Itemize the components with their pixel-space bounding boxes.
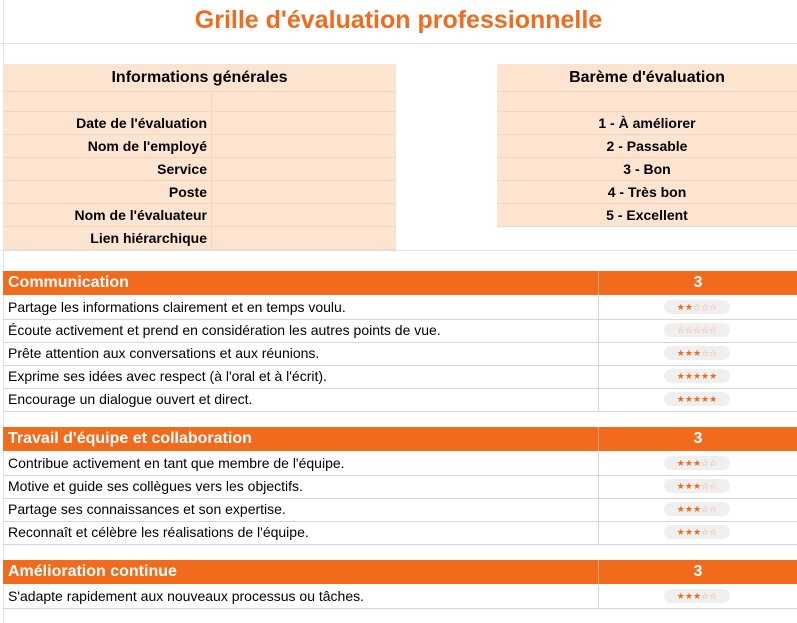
star-filled-icon: ★ — [692, 527, 702, 537]
general-info-header: Informations générales — [3, 64, 396, 92]
star-rating[interactable] — [664, 589, 730, 603]
section-header — [3, 560, 797, 584]
star-filled-icon: ★ — [692, 504, 702, 514]
column-divider — [598, 319, 599, 342]
star-filled-icon: ★ — [709, 371, 718, 381]
criterion-row — [3, 319, 797, 343]
column-divider — [598, 388, 599, 411]
star-empty-icon: ☆ — [701, 348, 710, 358]
column-divider — [598, 342, 599, 365]
column-divider — [598, 365, 599, 388]
gridline — [0, 250, 797, 251]
section-header — [3, 271, 797, 295]
star-filled-icon: ★ — [684, 481, 693, 491]
criterion-row — [3, 498, 797, 522]
star-empty-icon: ☆ — [701, 325, 710, 335]
star-empty-icon: ☆ — [709, 527, 718, 537]
column-divider — [598, 585, 599, 608]
criterion-text: S'adapte rapidement aux nouveaux processus ou tâches. — [8, 588, 365, 604]
star-empty-icon: ☆ — [701, 458, 710, 468]
star-rating[interactable] — [664, 456, 730, 470]
general-field-value[interactable] — [211, 112, 396, 135]
star-empty-icon: ☆ — [701, 527, 710, 537]
general-field-label: Lien hiérarchique — [3, 227, 211, 250]
criterion-text: Encourage un dialogue ouvert et direct. — [8, 391, 253, 407]
gridline — [0, 43, 797, 44]
criterion-row — [3, 365, 797, 389]
section-title: Amélioration continue — [8, 563, 177, 580]
star-empty-icon: ☆ — [701, 302, 710, 312]
star-filled-icon: ★ — [676, 348, 685, 358]
star-filled-icon: ★ — [676, 527, 685, 537]
star-empty-icon: ☆ — [709, 504, 718, 514]
scale-level: 3 - Bon — [497, 158, 797, 181]
section-score: 3 — [693, 430, 703, 447]
scale-level: 1 - À améliorer — [497, 112, 797, 135]
criterion-row — [3, 521, 797, 545]
criterion-text: Contribue activement en tant que membre de l'équipe. — [8, 455, 345, 471]
criterion-row — [3, 342, 797, 366]
section-header — [3, 427, 797, 451]
star-empty-icon: ☆ — [709, 348, 718, 358]
general-spacer-right — [211, 92, 396, 112]
star-empty-icon: ☆ — [701, 481, 710, 491]
star-filled-icon: ★ — [692, 481, 702, 491]
section-score: 3 — [693, 274, 703, 291]
scale-header: Barème d'évaluation — [497, 64, 797, 92]
general-field-label: Date de l'évaluation — [3, 112, 211, 135]
star-filled-icon: ★ — [684, 371, 693, 381]
general-field-label: Nom de l'employé — [3, 135, 211, 158]
criterion-row — [3, 585, 797, 609]
star-filled-icon: ★ — [692, 371, 702, 381]
general-field-label: Nom de l'évaluateur — [3, 204, 211, 227]
star-empty-icon: ☆ — [676, 325, 685, 335]
star-rating[interactable] — [664, 346, 730, 360]
general-field-value[interactable] — [211, 204, 396, 227]
star-filled-icon: ★ — [692, 458, 702, 468]
star-filled-icon: ★ — [684, 591, 693, 601]
criterion-text: Partage ses connaissances et son expertise. — [8, 501, 286, 517]
column-divider — [598, 498, 599, 521]
star-empty-icon: ☆ — [684, 325, 693, 335]
star-filled-icon: ★ — [684, 527, 693, 537]
star-rating[interactable] — [664, 300, 730, 314]
column-divider — [598, 296, 599, 319]
star-rating[interactable] — [664, 525, 730, 539]
star-empty-icon: ☆ — [709, 458, 718, 468]
star-filled-icon: ★ — [676, 371, 685, 381]
star-filled-icon: ★ — [684, 394, 693, 404]
star-empty-icon: ☆ — [709, 302, 718, 312]
general-field-value[interactable] — [211, 227, 396, 250]
star-empty-icon: ☆ — [692, 325, 702, 335]
star-filled-icon: ★ — [676, 302, 685, 312]
star-rating[interactable] — [664, 502, 730, 516]
star-empty-icon: ☆ — [709, 591, 718, 601]
star-filled-icon: ★ — [701, 371, 710, 381]
section-title: Communication — [8, 274, 129, 291]
star-filled-icon: ★ — [709, 394, 718, 404]
general-field-value[interactable] — [211, 135, 396, 158]
star-filled-icon: ★ — [676, 394, 685, 404]
scale-level: 4 - Très bon — [497, 181, 797, 204]
star-filled-icon: ★ — [684, 458, 693, 468]
star-filled-icon: ★ — [684, 348, 693, 358]
criterion-text: Reconnaît et célèbre les réalisations de l'équipe. — [8, 524, 309, 540]
column-divider — [598, 452, 599, 475]
criterion-row — [3, 475, 797, 499]
star-filled-icon: ★ — [684, 302, 693, 312]
criterion-row — [3, 296, 797, 320]
column-divider — [598, 475, 599, 498]
star-filled-icon: ★ — [692, 394, 702, 404]
general-field-value[interactable] — [211, 158, 396, 181]
criterion-text: Prête attention aux conversations et aux réunions. — [8, 345, 320, 361]
star-filled-icon: ★ — [692, 348, 702, 358]
general-field-value[interactable] — [211, 181, 396, 204]
star-rating[interactable] — [664, 323, 730, 337]
general-field-label: Service — [3, 158, 211, 181]
star-empty-icon: ☆ — [709, 481, 718, 491]
star-rating[interactable] — [664, 392, 730, 406]
star-filled-icon: ★ — [676, 458, 685, 468]
star-empty-icon: ☆ — [709, 325, 718, 335]
star-filled-icon: ★ — [701, 394, 710, 404]
criterion-text: Partage les informations clairement et en temps voulu. — [8, 299, 346, 315]
star-rating[interactable] — [664, 369, 730, 383]
criterion-text: Motive et guide ses collègues vers les objectifs. — [8, 478, 303, 494]
criterion-row — [3, 452, 797, 476]
scale-level: 2 - Passable — [497, 135, 797, 158]
star-empty-icon: ☆ — [692, 302, 702, 312]
star-empty-icon: ☆ — [701, 504, 710, 514]
star-filled-icon: ★ — [676, 504, 685, 514]
criterion-text: Exprime ses idées avec respect (à l'oral et à l'écrit). — [8, 368, 327, 384]
page-title: Grille d'évaluation professionnelle — [194, 6, 603, 34]
star-filled-icon: ★ — [676, 591, 685, 601]
general-spacer-left — [3, 92, 211, 112]
star-empty-icon: ☆ — [701, 591, 710, 601]
section-title: Travail d'équipe et collaboration — [8, 430, 252, 447]
scale-spacer — [497, 92, 797, 112]
star-filled-icon: ★ — [676, 481, 685, 491]
criterion-text: Écoute activement et prend en considération les autres points de vue. — [8, 322, 441, 338]
star-rating[interactable] — [664, 479, 730, 493]
star-filled-icon: ★ — [692, 591, 702, 601]
criterion-row — [3, 388, 797, 412]
star-filled-icon: ★ — [684, 504, 693, 514]
column-divider — [598, 521, 599, 544]
section-score: 3 — [693, 563, 703, 580]
general-field-label: Poste — [3, 181, 211, 204]
scale-level: 5 - Excellent — [497, 204, 797, 227]
